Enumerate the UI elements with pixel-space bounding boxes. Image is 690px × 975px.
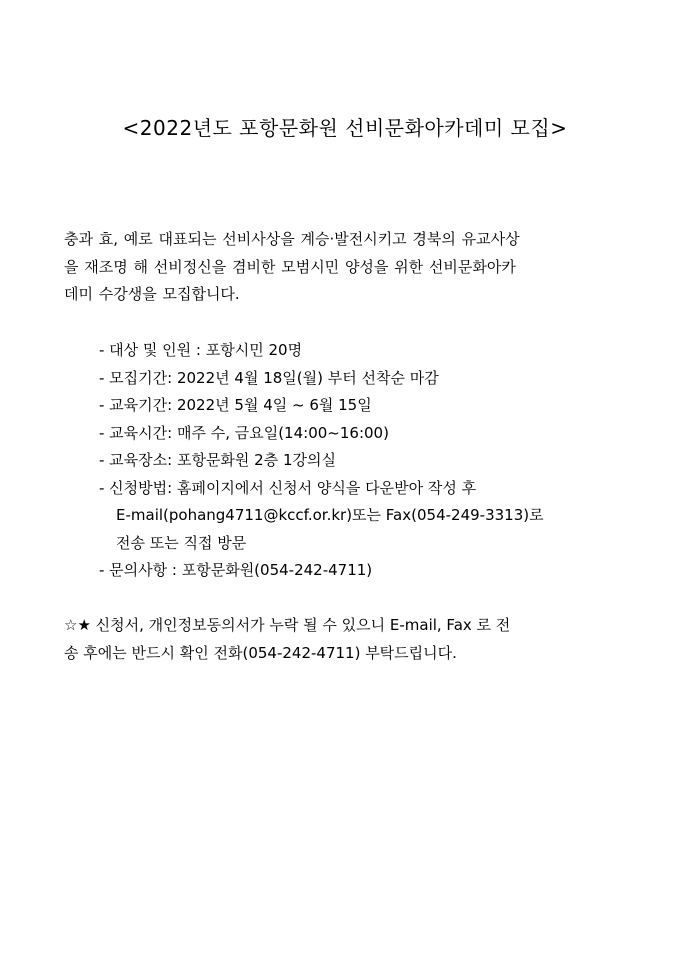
detail-application-contact: E-mail(pohang4711@kccf.or.kr)또는 Fax(054-249-3313)로 bbox=[116, 506, 544, 524]
detail-education-place: - 교육장소: 포항문화원 2층 1강의실 bbox=[99, 451, 336, 469]
notice-text: 신청서, 개인정보동의서가 누락 될 수 있으니 E-mail, Fax 로 전 bbox=[90, 616, 511, 634]
detail-recruit-period: - 모집기간: 2022년 4월 18일(월) 부터 선착순 마감 bbox=[99, 368, 439, 387]
notice-line: 송 후에는 반드시 확인 전화(054-242-4711) 부탁드립니다. bbox=[64, 644, 457, 662]
notice-line bbox=[64, 611, 634, 639]
detail-application-delivery: 전송 또는 직접 방문 bbox=[116, 533, 247, 552]
intro-line: 데미 수강생을 모집합니다. bbox=[64, 285, 240, 303]
detail-inquiry: - 문의사항 : 포항문화원(054-242-4711) bbox=[99, 561, 373, 579]
notice-paragraph bbox=[64, 611, 634, 667]
detail-education-time: - 교육시간: 매주 수, 금요일(14:00~16:00) bbox=[99, 423, 389, 442]
detail-application-method: - 신청방법: 홈페이지에서 신청서 양식을 다운받아 작성 후 bbox=[99, 478, 477, 497]
recruitment-details-list bbox=[99, 337, 639, 585]
intro-line: 충과 효, 예로 대표되는 선비사상을 계승·발전시키고 경북의 유교사상 bbox=[64, 230, 520, 248]
star-icon: ☆★ bbox=[64, 616, 91, 634]
intro-line: 을 재조명 해 선비정신을 겸비한 모범시민 양성을 위한 선비문화아카 bbox=[64, 257, 516, 276]
intro-paragraph bbox=[64, 226, 632, 309]
detail-education-period: - 교육기간: 2022년 5월 4일 ~ 6월 15일 bbox=[99, 396, 372, 414]
document-title: <2022년도 포항문화원 선비문화아카데미 모집> bbox=[122, 116, 568, 140]
detail-target: - 대상 및 인원 : 포항시민 20명 bbox=[99, 341, 303, 359]
